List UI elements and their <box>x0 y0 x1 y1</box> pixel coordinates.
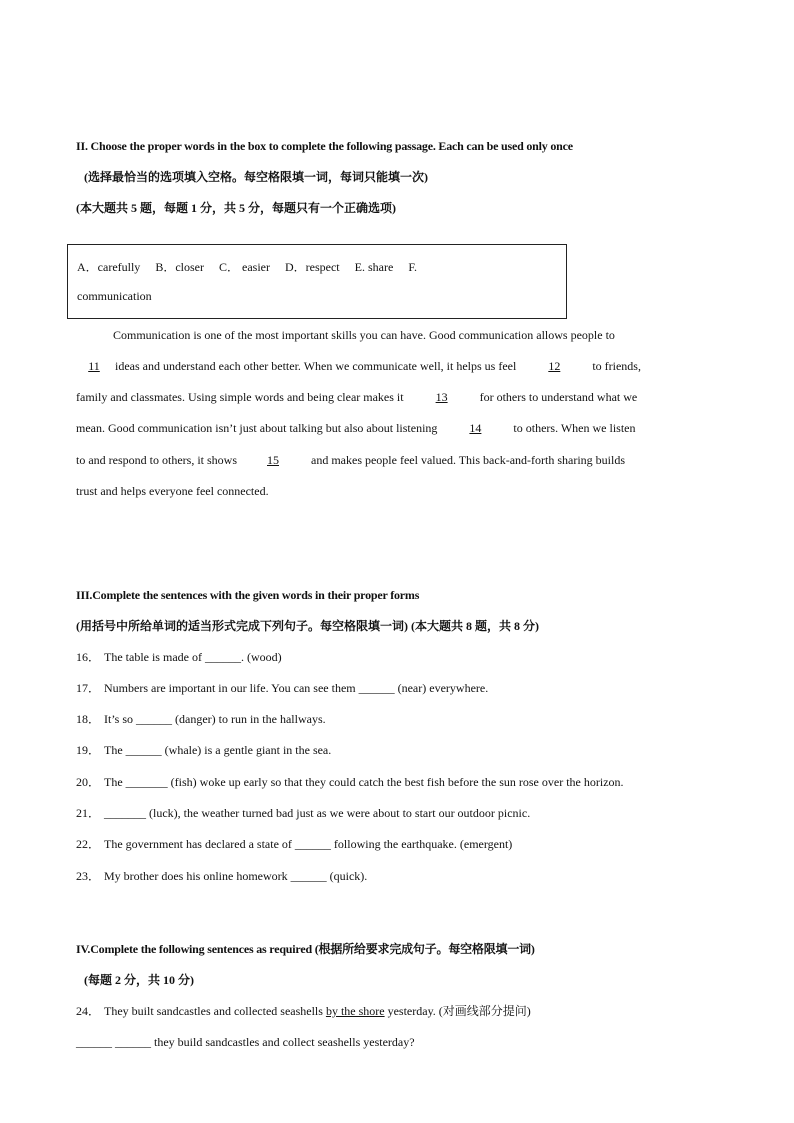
passage-line-2: 11 ideas and understand each other better. When we communicate well, it helps us feel 12 to friends, <box>76 358 641 374</box>
blank-15: 15 <box>267 453 279 467</box>
question-24: 24． They built sandcastles and collected seashells by the shore yesterday. (对画线部分提问) <box>76 1004 531 1018</box>
question-17: 17． Numbers are important in our life. You can see them ______ (near) everywhere. <box>76 681 489 695</box>
question-22: 22． The government has declared a state of ______ following the earthquake. (emergent) <box>76 837 513 851</box>
question-20: 20． The _______ (fish) woke up early so that they could catch the best fish before the sun rose over the horizon. <box>76 775 624 789</box>
blank-14: 14 <box>469 421 482 435</box>
blank-11: 11 <box>88 359 100 373</box>
question-24-answer-line: ______ ______ they build sandcastles and collect seashells yesterday? <box>76 1035 415 1049</box>
passage-line-5: to and respond to others, it shows 15 and makes people feel valued. This back-and-forth sharing builds <box>76 453 626 467</box>
passage-line-6: trust and helps everyone feel connected. <box>76 484 269 498</box>
question-16: 16． The table is made of ______. (wood) <box>76 650 282 664</box>
word-box-row-1 <box>77 258 429 275</box>
section-4-scoring: (每题 2 分，共 10 分) <box>84 973 194 987</box>
underlined-phrase: by the shore <box>325 1004 385 1018</box>
blank-13: 13 <box>435 390 448 404</box>
section-2-subtitle: (选择最恰当的选项填入空格。每空格限填一词，每词只能填一次) <box>84 170 428 184</box>
passage-line-1: Communication is one of the most important skills you can have. Good communication allows people to <box>113 328 615 342</box>
option-e: E. share <box>354 260 394 274</box>
section-2-title: II. Choose the proper words in the box to complete the following passage. Each can be used only once <box>76 139 573 153</box>
section-2-scoring: (本大题共 5 题，每题 1 分，共 5 分，每题只有一个正确选项) <box>76 201 396 215</box>
option-a: A．carefully <box>77 260 141 274</box>
option-b: B．closer <box>155 260 204 274</box>
section-3-title: III.Complete the sentences with the given words in their proper forms <box>76 588 420 602</box>
blank-12: 12 <box>548 359 561 373</box>
section-4-title: IV.Complete the following sentences as required (根据所给要求完成句子。每空格限填一词) <box>76 942 535 956</box>
option-f-letter: F. <box>408 260 418 274</box>
section-3-subtitle: (用括号中所给单词的适当形式完成下列句子。每空格限填一词) (本大题共 8 题，共 8 分) <box>76 619 539 633</box>
question-21: 21． _______ (luck), the weather turned bad just as we were about to start our outdoor picnic. <box>76 806 531 820</box>
question-19: 19． The ______ (whale) is a gentle giant in the sea. <box>76 743 332 757</box>
passage-line-4: mean. Good communication isn’t just about talking but also about listening 14 to others. When we listen <box>76 421 636 435</box>
option-f-word: communication <box>77 289 152 303</box>
option-c: C． easier <box>218 260 270 274</box>
question-18: 18． It’s so ______ (danger) to run in the hallways. <box>76 712 326 726</box>
word-box <box>67 244 567 319</box>
option-d: D．respect <box>284 260 340 274</box>
question-23: 23． My brother does his online homework ______ (quick). <box>76 869 368 883</box>
passage-line-3: family and classmates. Using simple words and being clear makes it 13 for others to understand what we <box>76 390 638 404</box>
